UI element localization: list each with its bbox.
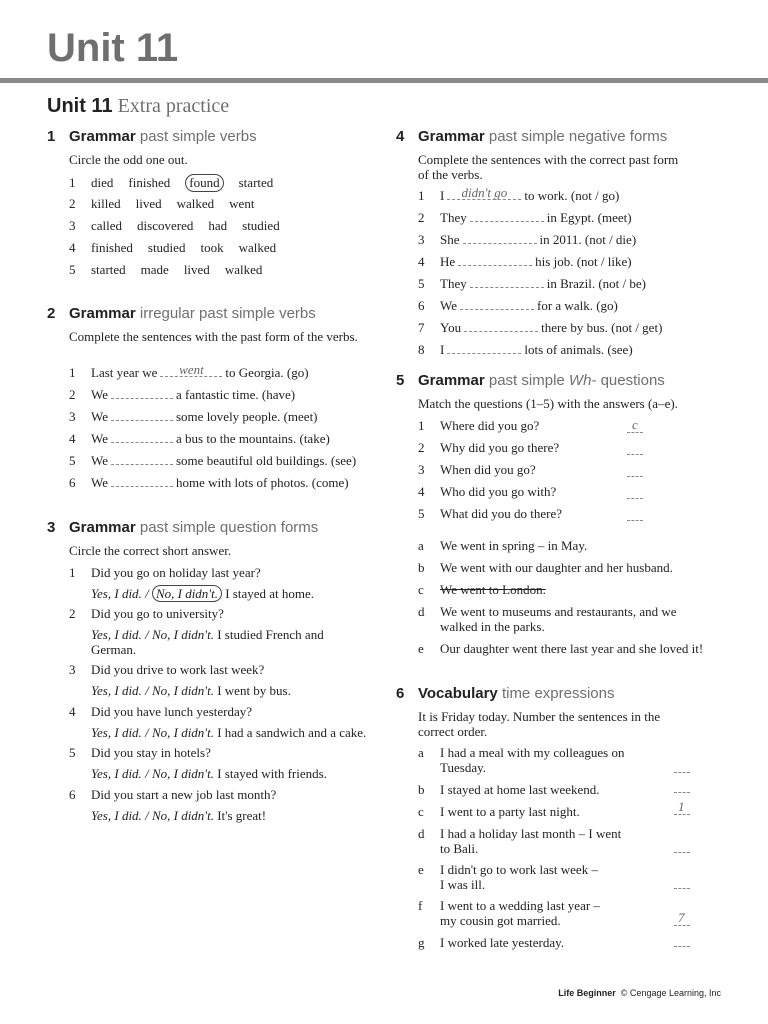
- word-option[interactable]: went: [229, 196, 255, 211]
- question-text: Where did you go?: [440, 418, 540, 433]
- word-option[interactable]: studied: [147, 240, 186, 255]
- answer-yes[interactable]: Yes, I did.: [91, 627, 142, 642]
- section-kind: Grammar: [69, 305, 136, 322]
- question-text: When did you go?: [440, 462, 536, 477]
- sentence-text: I stayed at home last weekend.: [440, 782, 600, 797]
- word-option[interactable]: made: [140, 262, 169, 277]
- sentence-end: a bus to the mountains. (take): [176, 431, 330, 446]
- section-3-heading: [47, 519, 318, 536]
- answer-separator: /: [141, 766, 152, 781]
- section-4-item: [418, 342, 633, 358]
- answer-blank[interactable]: [674, 772, 690, 773]
- question-text: Did you go to university?: [91, 606, 224, 621]
- instruction-line: of the verbs.: [418, 167, 483, 182]
- sentence-end: a fantastic time. (have): [176, 387, 296, 402]
- section-6-item-cont: my cousin got married.: [440, 913, 561, 928]
- answer-blank[interactable]: [447, 342, 521, 354]
- item-number: 2: [418, 440, 425, 455]
- item-number: 3: [418, 462, 425, 477]
- answer-blank[interactable]: [111, 475, 173, 487]
- page-subtitle: [47, 95, 229, 118]
- item-number: 2: [69, 196, 76, 211]
- section-topic: past simple Wh- questions: [488, 372, 665, 389]
- answer-separator: /: [141, 683, 152, 698]
- answer-blank[interactable]: [160, 362, 222, 377]
- item-number: 6: [69, 787, 76, 802]
- sentence-start: Last year we: [91, 365, 158, 380]
- answer-yes[interactable]: Yes, I did.: [91, 766, 142, 781]
- section-4-heading: [396, 128, 667, 145]
- unit-title: Unit 11: [47, 26, 179, 70]
- section-number: 4: [396, 128, 405, 145]
- answer-letter: d: [418, 604, 425, 619]
- sentence-start: We: [91, 453, 108, 468]
- section-5-answer: [418, 582, 546, 598]
- word-option[interactable]: discovered: [137, 218, 194, 233]
- sentence-start: I: [440, 188, 445, 203]
- section-1-heading: [47, 128, 257, 145]
- sentence-start: They: [440, 276, 467, 291]
- section-number: 1: [47, 128, 56, 145]
- sentence-text: I worked late yesterday.: [440, 935, 565, 950]
- section-6-instruction: [418, 709, 660, 739]
- section-3-answer: [91, 808, 266, 824]
- section-5-question: [418, 506, 562, 522]
- question-text: Did you go on holiday last year?: [91, 565, 261, 580]
- answer-blank[interactable]: [458, 254, 532, 266]
- section-4-item: [418, 276, 646, 292]
- answer-text: We went in spring – in May.: [440, 538, 588, 553]
- section-6-item: [418, 745, 624, 761]
- sentence-start: They: [440, 210, 467, 225]
- section-4-item: [418, 254, 632, 270]
- sentence-end: home with lots of photos. (come): [176, 475, 349, 490]
- section-topic: past simple negative forms: [488, 128, 668, 145]
- item-number: 5: [418, 276, 425, 291]
- item-number: 1: [69, 365, 76, 380]
- section-6-item: [418, 826, 621, 842]
- item-letter: e: [418, 862, 424, 877]
- answer-letter: b: [418, 560, 425, 575]
- answer-blank[interactable]: [447, 185, 521, 200]
- sentence-end: in 2011. (not / die): [539, 232, 637, 247]
- sentence-end: there by bus. (not / get): [541, 320, 663, 335]
- sentence-end: in Brazil. (not / be): [546, 276, 646, 291]
- item-number: 7: [418, 320, 425, 335]
- section-5-question: [418, 462, 536, 478]
- section-6-item: [418, 862, 598, 878]
- answer-separator: /: [141, 808, 152, 823]
- answer-text: We went to London.: [440, 582, 546, 597]
- subtitle-unit: Unit 11: [47, 95, 113, 117]
- answer-text: c: [632, 417, 638, 432]
- item-number: 5: [69, 262, 76, 277]
- question-text: Did you have lunch yesterday?: [91, 704, 253, 719]
- section-5-question: [418, 484, 556, 500]
- sentence-start: He: [440, 254, 456, 269]
- question-text: Did you stay in hotels?: [91, 745, 211, 760]
- sentence-text: I had a meal with my colleagues on: [440, 745, 625, 760]
- section-4-item: [418, 298, 618, 314]
- section-6-item-cont: to Bali.: [440, 841, 479, 856]
- section-5-heading: [396, 372, 665, 389]
- item-number: 1: [69, 175, 76, 190]
- answer-blank[interactable]: [463, 232, 537, 244]
- section-6-item-cont: Tuesday.: [440, 760, 486, 775]
- answer-rest: I stayed with friends.: [213, 766, 327, 781]
- answer-rest: I went by bus.: [213, 683, 291, 698]
- word-option[interactable]: finished: [128, 175, 171, 190]
- section-2-item: [69, 362, 309, 381]
- section-1-item: [69, 240, 291, 256]
- section-3-answer: [91, 683, 291, 699]
- section-5-answer: [418, 538, 587, 554]
- answer-blank[interactable]: [111, 431, 173, 443]
- answer-separator: /: [141, 586, 152, 601]
- section-3-question: [69, 662, 264, 678]
- section-2-item: [69, 431, 330, 447]
- item-number: 4: [69, 431, 76, 446]
- answer-blank[interactable]: [627, 476, 643, 477]
- answer-no[interactable]: No, I didn't.: [151, 627, 214, 642]
- answer-blank[interactable]: [627, 454, 643, 455]
- word-option[interactable]: started: [91, 262, 126, 277]
- section-5-answer: [418, 604, 677, 620]
- word-option[interactable]: walked: [176, 196, 215, 211]
- section-1-item: [69, 218, 295, 234]
- sentence-end: lots of animals. (see): [524, 342, 633, 357]
- footer-brand: Life Beginner: [558, 988, 616, 998]
- section-3-question: [69, 565, 261, 581]
- section-6-heading: [396, 685, 614, 702]
- section-3-question: [69, 704, 252, 720]
- section-kind: Grammar: [418, 372, 485, 389]
- sentence-end: for a walk. (go): [537, 298, 618, 313]
- item-number: 6: [69, 475, 76, 490]
- section-topic: past simple verbs: [139, 128, 257, 145]
- answer-blank[interactable]: [470, 276, 544, 288]
- sentence-end: in Egypt. (meet): [546, 210, 632, 225]
- section-3-answer: [91, 627, 324, 643]
- item-number: 3: [69, 409, 76, 424]
- footer: [558, 988, 721, 998]
- section-5-question: [418, 440, 559, 456]
- section-4-instruction: [418, 152, 678, 182]
- question-text: Did you drive to work last week?: [91, 662, 265, 677]
- section-5-answer: [418, 560, 673, 576]
- item-number: 1: [69, 565, 76, 580]
- answer-yes[interactable]: Yes, I did.: [91, 808, 142, 823]
- section-kind: Grammar: [418, 128, 485, 145]
- answer-blank[interactable]: [674, 888, 690, 889]
- word-option[interactable]: found: [185, 174, 223, 192]
- item-number: 3: [418, 232, 425, 247]
- item-number: 2: [69, 606, 76, 621]
- section-5-question: [418, 418, 539, 434]
- answer-no[interactable]: No, I didn't.: [151, 683, 214, 698]
- word-option[interactable]: walked: [224, 262, 263, 277]
- answer-yes[interactable]: Yes, I did.: [91, 586, 142, 601]
- item-number: 5: [69, 745, 76, 760]
- item-number: 6: [418, 298, 425, 313]
- section-topic: time expressions: [501, 685, 615, 702]
- word-option[interactable]: lived: [183, 262, 210, 277]
- sentence-start: You: [440, 320, 462, 335]
- item-number: 3: [69, 218, 76, 233]
- answer-separator: /: [141, 627, 152, 642]
- answer-text: 7: [678, 910, 685, 925]
- answer-text: We went with our daughter and her husband.: [440, 560, 673, 575]
- sentence-text: I didn't go to work last week –: [440, 862, 598, 877]
- section-1-item: [69, 174, 288, 192]
- instruction-line: It is Friday today. Number the sentences in the: [418, 709, 661, 724]
- section-3-instruction: Circle the correct short answer.: [69, 543, 232, 558]
- answer-blank[interactable]: [111, 409, 173, 421]
- answer-text: We went to museums and restaurants, and we: [440, 604, 677, 619]
- section-2-item: [69, 453, 356, 469]
- section-4-item: [418, 320, 662, 336]
- section-6-item: [418, 898, 600, 914]
- word-option[interactable]: had: [208, 218, 228, 233]
- answer-no[interactable]: No, I didn't.: [151, 808, 214, 823]
- answer-rest: It's great!: [213, 808, 267, 823]
- answer-text: didn't go: [461, 185, 508, 200]
- sentence-start: I: [440, 342, 445, 357]
- section-2-heading: [47, 305, 316, 322]
- section-kind: Vocabulary: [418, 685, 498, 702]
- answer-blank[interactable]: [111, 387, 173, 399]
- sentence-start: She: [440, 232, 460, 247]
- item-number: 4: [69, 704, 76, 719]
- section-3-question: [69, 606, 224, 622]
- answer-yes[interactable]: Yes, I did.: [91, 683, 142, 698]
- section-1-instruction: Circle the odd one out.: [69, 152, 188, 167]
- item-number: 2: [69, 387, 76, 402]
- item-letter: d: [418, 826, 425, 841]
- sentence-start: We: [91, 409, 108, 424]
- item-number: 1: [418, 188, 425, 203]
- sentence-end: to Georgia. (go): [225, 365, 309, 380]
- item-number: 5: [418, 506, 425, 521]
- section-1-item: [69, 262, 277, 278]
- answer-blank[interactable]: [470, 210, 544, 222]
- section-4-item: [418, 185, 620, 204]
- section-4-item: [418, 210, 632, 226]
- item-number: 4: [69, 240, 76, 255]
- word-option[interactable]: died: [91, 175, 114, 190]
- section-5-instruction: Match the questions (1–5) with the answers (a–e).: [418, 396, 678, 411]
- item-letter: b: [418, 782, 425, 797]
- word-option[interactable]: called: [91, 218, 123, 233]
- answer-blank[interactable]: [464, 320, 538, 332]
- answer-letter: c: [418, 582, 424, 597]
- section-topic: past simple question forms: [139, 519, 319, 536]
- answer-blank[interactable]: [627, 498, 643, 499]
- question-text: What did you do there?: [440, 506, 563, 521]
- word-option[interactable]: walked: [238, 240, 277, 255]
- question-text: Why did you go there?: [440, 440, 560, 455]
- answer-no[interactable]: No, I didn't.: [151, 725, 214, 740]
- instruction-line: correct order.: [418, 724, 488, 739]
- item-letter: g: [418, 935, 425, 950]
- section-4-item: [418, 232, 636, 248]
- item-number: 2: [418, 210, 425, 225]
- word-option[interactable]: took: [200, 240, 224, 255]
- header-rule: [0, 78, 768, 83]
- section-3-question: [69, 745, 211, 761]
- section-number: 6: [396, 685, 405, 702]
- answer-no[interactable]: No, I didn't.: [151, 766, 214, 781]
- footer-copyright: © Cengage Learning, Inc: [620, 988, 721, 998]
- answer-letter: a: [418, 538, 424, 553]
- sentence-end: some beautiful old buildings. (see): [176, 453, 357, 468]
- sentence-start: We: [91, 431, 108, 446]
- answer-blank[interactable]: [674, 852, 690, 853]
- answer-no[interactable]: No, I didn't.: [152, 585, 222, 602]
- word-option[interactable]: studied: [242, 218, 280, 233]
- section-3-answer: [91, 725, 366, 741]
- sentence-end: to work. (not / go): [524, 188, 620, 203]
- answer-rest: I studied French and: [213, 627, 324, 642]
- item-number: 8: [418, 342, 425, 357]
- sentence-text: I went to a wedding last year –: [440, 898, 600, 913]
- answer-blank[interactable]: [111, 453, 173, 465]
- word-option[interactable]: finished: [91, 240, 133, 255]
- answer-blank[interactable]: [674, 792, 690, 793]
- answer-text: Our daughter went there last year and she loved it!: [440, 641, 704, 656]
- section-3-answer: [91, 766, 327, 782]
- answer-rest: I stayed at home.: [221, 586, 315, 601]
- answer-rest: I had a sandwich and a cake.: [213, 725, 367, 740]
- section-6-item-cont: I was ill.: [440, 877, 486, 892]
- section-6-item: [418, 935, 564, 951]
- sentence-end: his job. (not / like): [535, 254, 632, 269]
- item-letter: a: [418, 745, 424, 760]
- sentence-start: We: [91, 387, 108, 402]
- instruction-line: Complete the sentences with the correct past form: [418, 152, 679, 167]
- question-text: Did you start a new job last month?: [91, 787, 277, 802]
- answer-letter: e: [418, 641, 424, 656]
- answer-text: went: [179, 362, 204, 377]
- section-2-item: [69, 409, 318, 425]
- answer-blank[interactable]: [460, 298, 534, 310]
- section-2-instruction: Complete the sentences with the past form of the verbs.: [69, 329, 358, 344]
- sentence-end: some lovely people. (meet): [176, 409, 318, 424]
- sentence-start: We: [91, 475, 108, 490]
- section-2-item: [69, 387, 295, 403]
- sentence-text: I had a holiday last month – I went: [440, 826, 622, 841]
- answer-blank[interactable]: [674, 946, 690, 947]
- section-3-answer: [91, 586, 314, 602]
- section-3-answer-cont: German.: [91, 642, 137, 657]
- item-number: 4: [418, 484, 425, 499]
- sentence-start: We: [440, 298, 457, 313]
- section-6-item: [418, 782, 600, 798]
- sentence-text: I went to a party last night.: [440, 804, 580, 819]
- item-letter: c: [418, 804, 424, 819]
- answer-text: 1: [678, 799, 685, 814]
- word-option[interactable]: started: [238, 175, 274, 190]
- section-2-item: [69, 475, 349, 491]
- section-topic: irregular past simple verbs: [139, 305, 316, 322]
- answer-yes[interactable]: Yes, I did.: [91, 725, 142, 740]
- item-letter: f: [418, 898, 423, 913]
- subtitle-text: Extra practice: [117, 95, 230, 117]
- section-3-question: [69, 787, 276, 803]
- section-number: 5: [396, 372, 405, 389]
- word-option[interactable]: killed: [91, 196, 121, 211]
- section-number: 2: [47, 305, 56, 322]
- section-kind: Grammar: [69, 519, 136, 536]
- section-5-answer-cont: walked in the parks.: [440, 619, 545, 634]
- section-5-answer: [418, 641, 703, 657]
- word-option[interactable]: lived: [135, 196, 162, 211]
- answer-blank[interactable]: [627, 520, 643, 521]
- section-kind: Grammar: [69, 128, 136, 145]
- item-number: 1: [418, 418, 425, 433]
- section-6-item: [418, 804, 580, 820]
- item-number: 4: [418, 254, 425, 269]
- item-number: 3: [69, 662, 76, 677]
- question-text: Who did you go with?: [440, 484, 557, 499]
- section-1-item: [69, 196, 269, 212]
- section-number: 3: [47, 519, 56, 536]
- item-number: 5: [69, 453, 76, 468]
- answer-separator: /: [141, 725, 152, 740]
